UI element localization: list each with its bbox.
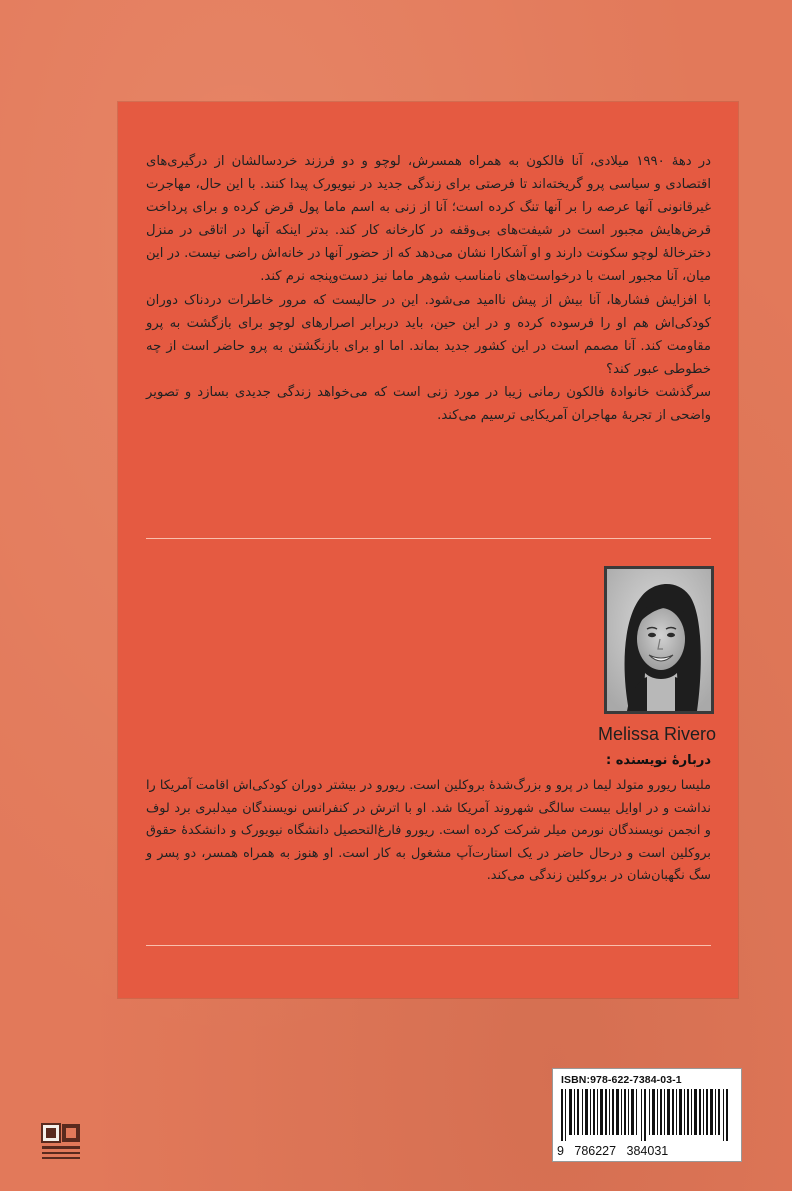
barcode-digit-first: 9 [557,1144,564,1158]
blurb-paragraph-2: با افزایش فشارها، آنا بیش از پیش ناامید می‌شود. این در حالیست که مرور خاطرات دردناک دوران کودکی‌اش هم او را فرسوده کرده و در این حین، باید دربرابر اصرارهای لوچو برای بازگشت به پرو مقاومت کند. آنا مصمم است در این کشور جدید بماند. اما او برای بازنگشتن به پرو حاضر است از چه خطوطی عبور کند؟ [146,292,711,377]
blurb-paragraph-3: سرگذشت خانوادهٔ فالکون رمانی زیبا در مورد زنی است که می‌خواهد زندگی جدیدی بسازد و تصویر واضحی از تجربهٔ مهاجران آمریکایی ترسیم می‌کند. [146,384,711,424]
barcode-icon [561,1089,735,1141]
divider-top [146,538,711,539]
isbn-barcode [552,1068,742,1162]
barcode-digits-mid: 786227 [574,1144,617,1158]
publisher-logo-icon [40,1120,84,1164]
barcode-digits [557,1144,668,1158]
author-name: Melissa Rivero [597,724,716,744]
author-bio: ملیسا ریورو متولد لیما در پرو و بزرگ‌شدهٔ بروکلین است. ریورو در بیشتر دوران کودکی‌اش اقامت آمریکا را نداشت و در اوایل بیست سالگی شهروند آمریکا شد. او با اترش در کنفرانس نویسندگان میدلبری برد لوف و انجمن نویسندگان نورمن میلر شرکت کرده است. ریورو فارغ‌التحصیل دانشگاه نیویورک و دانشکدهٔ حقوق بروکلین است و درحال حاضر در یک استارت‌آپ مشغول به کار است. او هنوز به همراه همسر، دو پسر و سگ نگهبان‌شان در بروکلین زندگی می‌کند. [146,778,711,884]
about-author-heading: دربارهٔ نویسنده : [606,753,711,768]
divider-bottom [146,945,711,946]
isbn-label: ISBN:978-622-7384-03-1 [561,1074,682,1086]
book-blurb [146,150,711,427]
author-photo [604,566,714,714]
barcode-digits-last: 384031 [626,1144,669,1158]
blurb-paragraph-1: در دههٔ ۱۹۹۰ میلادی، آنا فالکون به همراه همسرش، لوچو و دو فرزند خردسالشان از درگیری‌های اقتصادی و سیاسی پرو گریخته‌اند تا فرصتی برای زندگی جدید در نیویورک پیدا کنند. با این حال، مهاجرت غیرقانونی آنها عرصه را بر آنها تنگ کرده است؛ آنا از زنی به اسم ماما پول قرض کرده و برای پرداخت قرض‌هایش مجبور است در شیفت‌های بی‌وقفه در کارخانه کار کند. بدتر اینکه آنها در اتاقی در منزل دخترخالهٔ لوچو سکونت دارند و او آشکارا نشان می‌دهد که از حضور آنها در خانه‌اش راضی نیست. در این میان، آنا مجبور است با درخواست‌های نامناسب شوهر ماما نیز دست‌وپنجه نرم کند. [146,154,711,285]
